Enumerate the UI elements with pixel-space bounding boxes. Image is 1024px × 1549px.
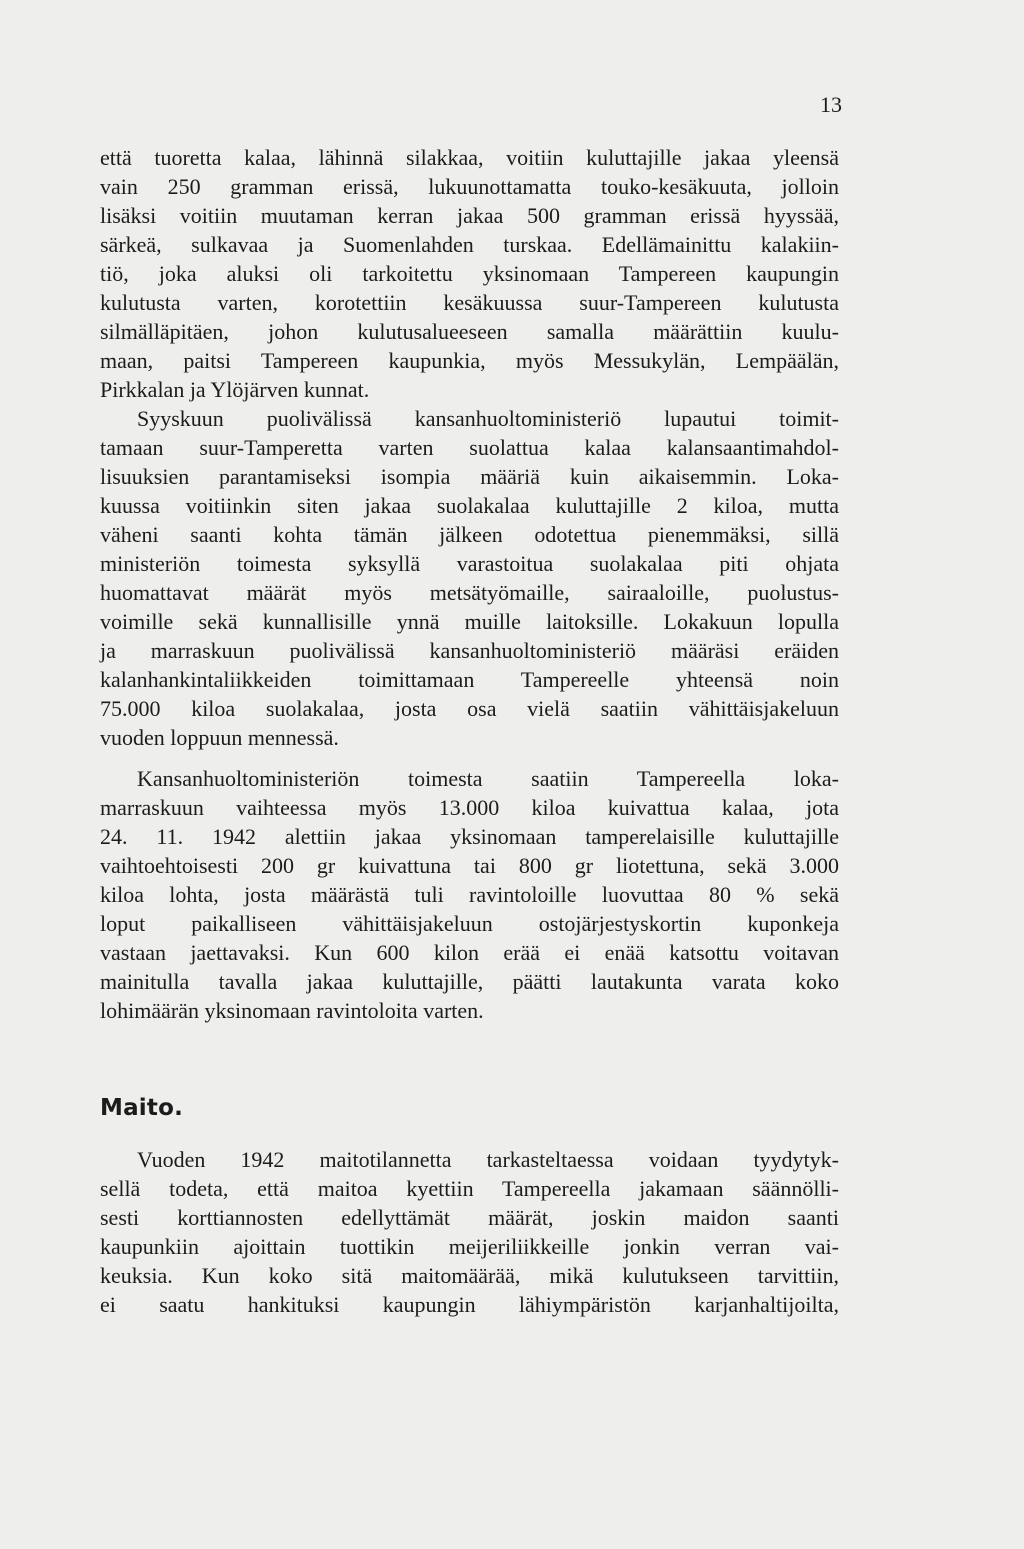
section-heading-maito: Maito. [100,1095,184,1121]
text-line: ei saatu hankituksi kaupungin lähiympäristön karjanhaltijoilta, [100,1292,839,1317]
text-line: ja marraskuun puolivälissä kansanhuoltoministeriö määräsi eräiden [100,638,839,663]
text-line: 24. 11. 1942 alettiin jakaa yksinomaan tamperelaisille kuluttajille [100,824,839,849]
text-line: lisäksi voitiin muutaman kerran jakaa 500 gramman erissä hyyssää, [100,203,839,228]
text-line: vain 250 gramman erissä, lukuunottamatta touko-kesäkuuta, jolloin [100,174,839,199]
text-line: kulutusta varten, korotettiin kesäkuussa suur-Tampereen kulutusta [100,290,839,315]
text-line: että tuoretta kalaa, lähinnä silakkaa, voitiin kuluttajille jakaa yleensä [100,145,839,170]
text-line: sesti korttiannosten edellyttämät määrät, joskin maidon saanti [100,1205,839,1230]
text-line: vastaan jaettavaksi. Kun 600 kilon erää ei enää katsottu voitavan [100,940,839,965]
text-line: lohimäärän yksinomaan ravintoloita varten. [100,998,484,1023]
text-line: särkeä, sulkavaa ja Suomenlahden turskaa. Edellämainittu kalakiin- [100,232,839,257]
text-line: Kansanhuoltoministeriön toimesta saatiin Tampereella loka- [137,766,839,791]
text-line: mainitulla tavalla jakaa kuluttajille, päätti lautakunta varata koko [100,969,839,994]
text-line: kiloa lohta, josta määrästä tuli ravintoloille luovuttaa 80 % sekä [100,882,839,907]
text-line: tiö, joka aluksi oli tarkoitettu yksinomaan Tampereen kaupungin [100,261,839,286]
text-line: maan, paitsi Tampereen kaupunkia, myös Messukylän, Lempäälän, [100,348,839,373]
page-number: 13 [820,92,842,117]
text-line: vaihtoehtoisesti 200 gr kuivattuna tai 800 gr liotettuna, sekä 3.000 [100,853,839,878]
text-line: Syyskuun puolivälissä kansanhuoltoministeriö lupautui toimit- [137,406,839,431]
text-line: huomattavat määrät myös metsätyömaille, sairaaloille, puolustus- [100,580,839,605]
text-line: Vuoden 1942 maitotilannetta tarkasteltaessa voidaan tyydytyk- [137,1147,839,1172]
text-line: keuksia. Kun koko sitä maitomäärää, mikä kulutukseen tarvittiin, [100,1263,839,1288]
text-line: tamaan suur-Tamperetta varten suolattua kalaa kalansaantimahdol- [100,435,839,460]
text-line: ministeriön toimesta syksyllä varastoitua suolakalaa piti ohjata [100,551,839,576]
text-line: kaupunkiin ajoittain tuottikin meijeriliikkeille jonkin verran vai- [100,1234,839,1259]
text-line: lisuuksien parantamiseksi isompia määriä kuin aikaisemmin. Loka- [100,464,839,489]
text-line: 75.000 kiloa suolakalaa, josta osa vielä saatiin vähittäisjakeluun [100,696,839,721]
text-line: kalanhankintaliikkeiden toimittamaan Tampereelle yhteensä noin [100,667,839,692]
text-line: vuoden loppuun mennessä. [100,725,339,750]
text-line: voimille sekä kunnallisille ynnä muille laitoksille. Lokakuun lopulla [100,609,839,634]
text-line: sellä todeta, että maitoa kyettiin Tampereella jakamaan säännölli- [100,1176,839,1201]
text-line: kuussa voitiinkin siten jakaa suolakalaa kuluttajille 2 kiloa, mutta [100,493,839,518]
text-line: väheni saanti kohta tämän jälkeen odotettua pienemmäksi, sillä [100,522,839,547]
text-line: loput paikalliseen vähittäisjakeluun ostojärjestyskortin kuponkeja [100,911,839,936]
text-line: marraskuun vaihteessa myös 13.000 kiloa kuivattua kalaa, jota [100,795,839,820]
text-line: Pirkkalan ja Ylöjärven kunnat. [100,377,370,402]
text-line: silmälläpitäen, johon kulutusalueeseen samalla määrättiin kuulu- [100,319,839,344]
